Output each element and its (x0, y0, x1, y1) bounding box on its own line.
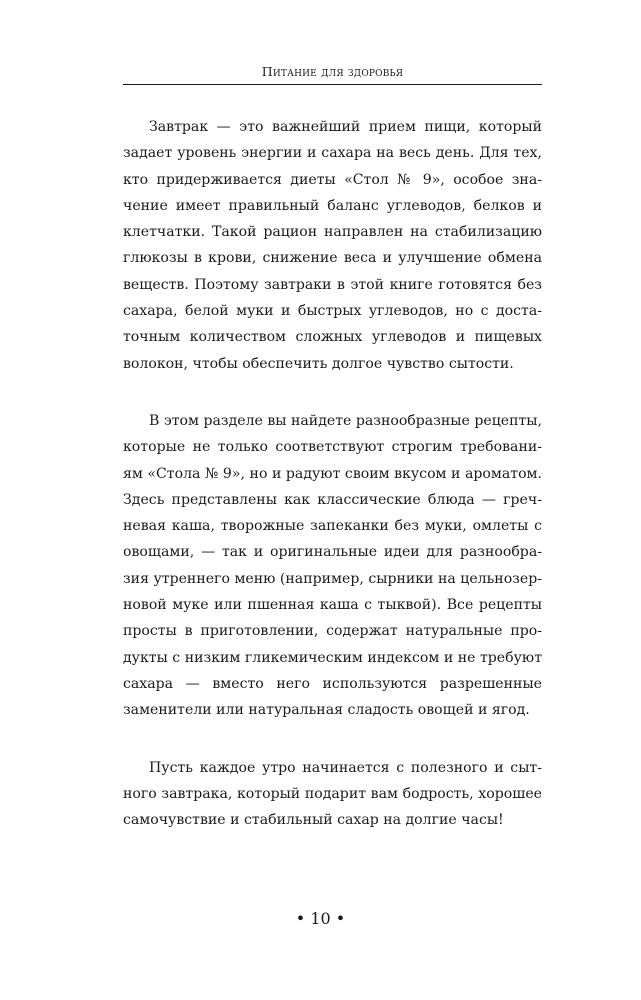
paragraph-2: В этом разделе вы найдете разнообразные рецепты, которые не только соответствуют строгим требованиям «Стола № 9», но и радуют своим вкусом и ароматом. Здесь представлены как классические блюда — гречневая каша, творожные запеканки без муки, омлеты с овощами, — так и оригинальные идеи для разнообразия утреннего меню (например, сырники на цельнозерновой муке или пшенная каша с тыквой). Все рецепты просты в приготовлении, содержат натуральные продукты с низким гликемическим индексом и не требуют сахара — вместо него используются разрешенные заменители или натуральная сладость овощей и ягод. (123, 412, 542, 719)
body-text (123, 114, 542, 864)
page-number: • 10 • (295, 909, 346, 928)
running-header: Питание для здоровья (123, 62, 542, 85)
paragraph-3: Пусть каждое утро начинается с полезного и сытного завтрака, который подарит вам бодрость, хорошее самочувствие и стабильный сахар на долгие часы! (123, 759, 542, 829)
paragraph-1: Завтрак — это важнейший прием пищи, который задает уровень энергии и сахара на весь день. Для тех, кто придерживается диеты «Стол № 9», особое значение имеет правильный баланс углеводов, белков и клетчатки. Такой рацион направлен на стабилизацию глюкозы в крови, снижение веса и улучшение обмена веществ. Поэтому завтраки в этой книге готовятся без сахара, белой муки и быстрых углеводов, но с достаточным количеством сложных углеводов и пищевых волокон, чтобы обеспечить долгое чувство сытости. (123, 119, 542, 372)
